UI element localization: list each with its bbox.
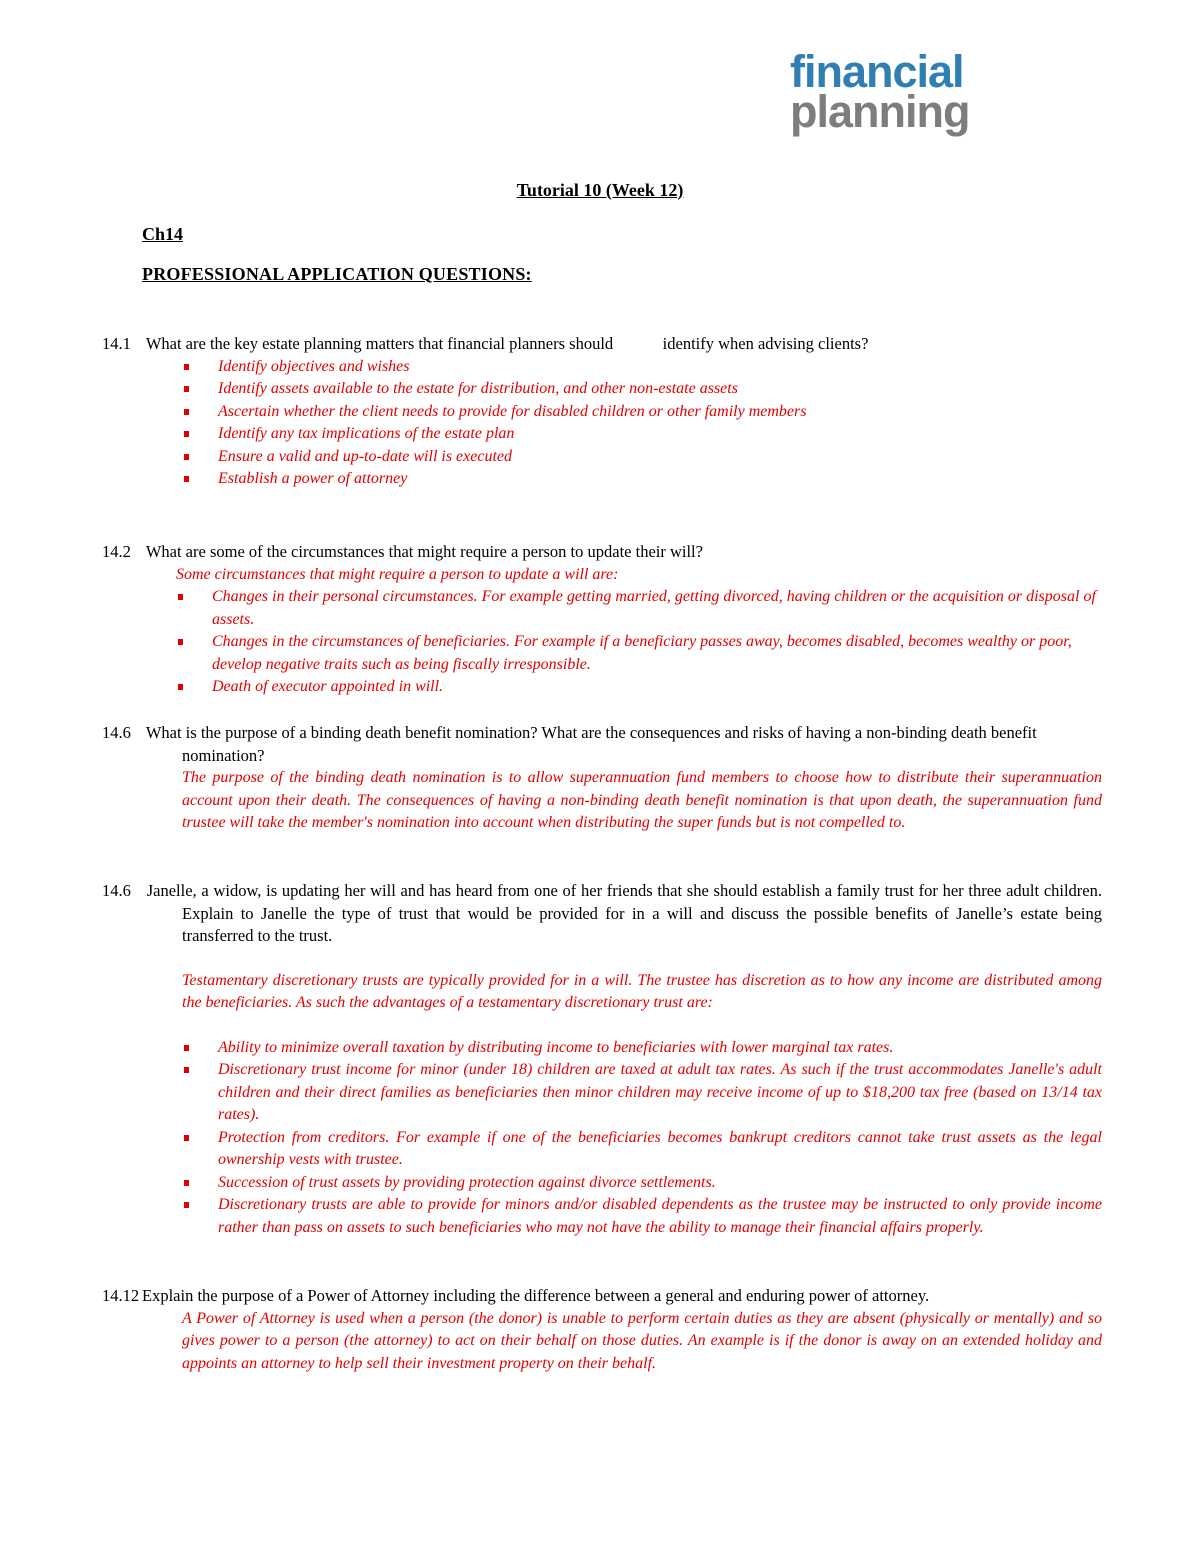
section-heading: PROFESSIONAL APPLICATION QUESTIONS: — [142, 264, 532, 284]
question-body: What is the purpose of a binding death benefit nomination? What are the consequences and risks of having a non-binding death benefit nomination? — [145, 723, 1037, 765]
question-14-6-janelle — [102, 880, 1103, 1239]
spacer — [142, 1015, 1102, 1037]
answer-paragraph: Testamentary discretionary trusts are typically provided for in a will. The trustee has discretion as to how any income are distributed among the beneficiaries. As such the advantages of a testamentary discretionary trust are: — [182, 971, 1102, 1011]
answer-bullet — [142, 446, 1102, 469]
question-body: Explain the purpose of a Power of Attorney including the difference between a general and enduring power of attorney. — [142, 1286, 930, 1305]
bullet-text: Succession of trust assets by providing protection against divorce settlements. — [218, 1173, 716, 1191]
logo-line-1: financial — [790, 46, 964, 97]
bullet-marker — [184, 386, 189, 392]
question-14-6-binding — [102, 722, 1102, 835]
bullet-text: Identify assets available to the estate for distribution, and other non-estate assets — [218, 380, 738, 397]
question-body: Janelle, a widow, is updating her will and has heard from one of her friends that she should establish a family trust for her three adult children. Explain to Janelle the type of trust that would be provided for in a will and discuss the possible benefits of Janelle’s estate being transferred to the trust. — [146, 881, 1103, 945]
financial-planning-logo — [790, 46, 1050, 137]
answer-bullet — [142, 401, 1102, 424]
bullet-text: Discretionary trusts are able to provide for minors and/or disabled dependents as the trustee may be instructed to only provide income rather than pass on assets to such beneficiaries who may not have the ability to manage their financial affairs properly. — [218, 1196, 1102, 1236]
bullet-text: Death of executor appointed in will. — [212, 678, 444, 695]
answer-list — [142, 586, 1102, 699]
answer-bullet — [142, 586, 1102, 631]
answer-bullet — [142, 378, 1102, 401]
question-14-1 — [102, 333, 1102, 491]
answer-bullet — [142, 468, 1102, 491]
answer-list — [142, 1037, 1102, 1240]
bullet-marker — [184, 1067, 189, 1073]
bullet-marker — [184, 476, 189, 482]
answer-bullet — [142, 1059, 1102, 1127]
answer-bullet — [142, 631, 1102, 676]
bullet-marker — [184, 454, 189, 460]
answer-intro: Some circumstances that might require a person to update a will are: — [176, 565, 619, 583]
question-body: What are some of the circumstances that might require a person to update their will? — [145, 542, 703, 561]
bullet-text: Establish a power of attorney — [218, 470, 408, 487]
bullet-text: Discretionary trust income for minor (under 18) children are taxed at adult tax rates. As such if the trust accommodates Janelle's adult children and their direct families as beneficiaries then minor children may receive income of up to $18,200 tax free (based on 13/14 tax rates). — [218, 1061, 1102, 1123]
answer-bullet — [142, 423, 1102, 446]
bullet-text: Changes in their personal circumstances. For example getting married, getting divorced, having children or the acquisition or disposal of assets. — [212, 588, 1096, 628]
bullet-marker — [178, 639, 183, 645]
bullet-marker — [178, 684, 183, 690]
bullet-text: Ability to minimize overall taxation by distributing income to beneficiaries with lower marginal tax rates. — [218, 1038, 894, 1056]
bullet-text: Changes in the circumstances of beneficiaries. For example if a beneficiary passes away, becomes disabled, becomes wealthy or poor, develop negative traits such as being fiscally irresponsible. — [212, 633, 1072, 673]
answer-bullet — [142, 1037, 1102, 1060]
question-text: 14.1 What are the key estate planning matters that financial planners should identify when advising clients? — [102, 334, 869, 353]
question-body: What are the key estate planning matters that financial planners should identify when advising clients? — [145, 334, 869, 353]
bullet-text: Ensure a valid and up-to-date will is executed — [218, 447, 513, 465]
answer-list — [142, 356, 1102, 491]
chapter-heading: Ch14 — [142, 224, 184, 244]
answer-bullet — [142, 1172, 1102, 1195]
bullet-marker — [184, 1180, 189, 1186]
bullet-marker — [184, 409, 189, 415]
question-14-12 — [102, 1285, 1102, 1375]
answer-paragraph: The purpose of the binding death nomination is to allow superannuation fund members to choose how to distribute their superannuation account upon their death. The consequences of having a non-binding death benefit nomination is that upon death, the superannuation fund trustee will take the member's nomination into account when distributing the super funds but is not compelled to. — [182, 769, 1102, 831]
answer-bullet — [142, 1194, 1102, 1239]
bullet-marker — [184, 364, 189, 370]
answer-bullet — [142, 676, 1102, 699]
logo-line-2: planning — [790, 86, 970, 137]
answer-bullet — [142, 1127, 1102, 1172]
bullet-marker — [184, 431, 189, 437]
bullet-marker — [184, 1045, 189, 1051]
question-text: 14.6 Janelle, a widow, is updating her will and has heard from one of her friends that she should establish a family trust for her three adult children. Explain to Janelle the type of trust that would be provided for in a will and discuss the possible benefits of Janelle’s estate being transferred to the trust. — [102, 881, 1103, 945]
bullet-marker — [178, 594, 183, 600]
page-title: Tutorial 10 (Week 12) — [516, 180, 684, 200]
bullet-text: Protection from creditors. For example if one of the beneficiaries becomes bankrupt creditors cannot take trust assets as the legal ownership vests with trustee. — [218, 1128, 1102, 1168]
question-text: 14.6 What is the purpose of a binding death benefit nomination? What are the consequences and risks of having a non-binding death benefit nomination? — [102, 723, 1037, 765]
spacer — [142, 948, 1102, 970]
question-14-2 — [102, 541, 1102, 699]
bullet-text: Identify any tax implications of the estate plan — [218, 425, 515, 442]
bullet-text: Ascertain whether the client needs to provide for disabled children or other family members — [218, 402, 807, 420]
answer-bullet — [142, 356, 1102, 379]
bullet-marker — [184, 1135, 189, 1141]
question-text: 14.2 What are some of the circumstances that might require a person to update their will? — [102, 542, 703, 561]
answer-paragraph: A Power of Attorney is used when a person (the donor) is unable to perform certain duties as they are absent (physically or mentally) and so gives power to a person (the attorney) to act on their behalf on those duties. An example is if the donor is away on an extended holiday and appoints an attorney to help sell their investment property on their behalf. — [182, 1309, 1102, 1372]
bullet-marker — [184, 1202, 189, 1208]
bullet-text: Identify objectives and wishes — [218, 357, 410, 375]
question-text: 14.12 Explain the purpose of a Power of Attorney including the difference between a general and enduring power of attorney. — [102, 1286, 930, 1305]
